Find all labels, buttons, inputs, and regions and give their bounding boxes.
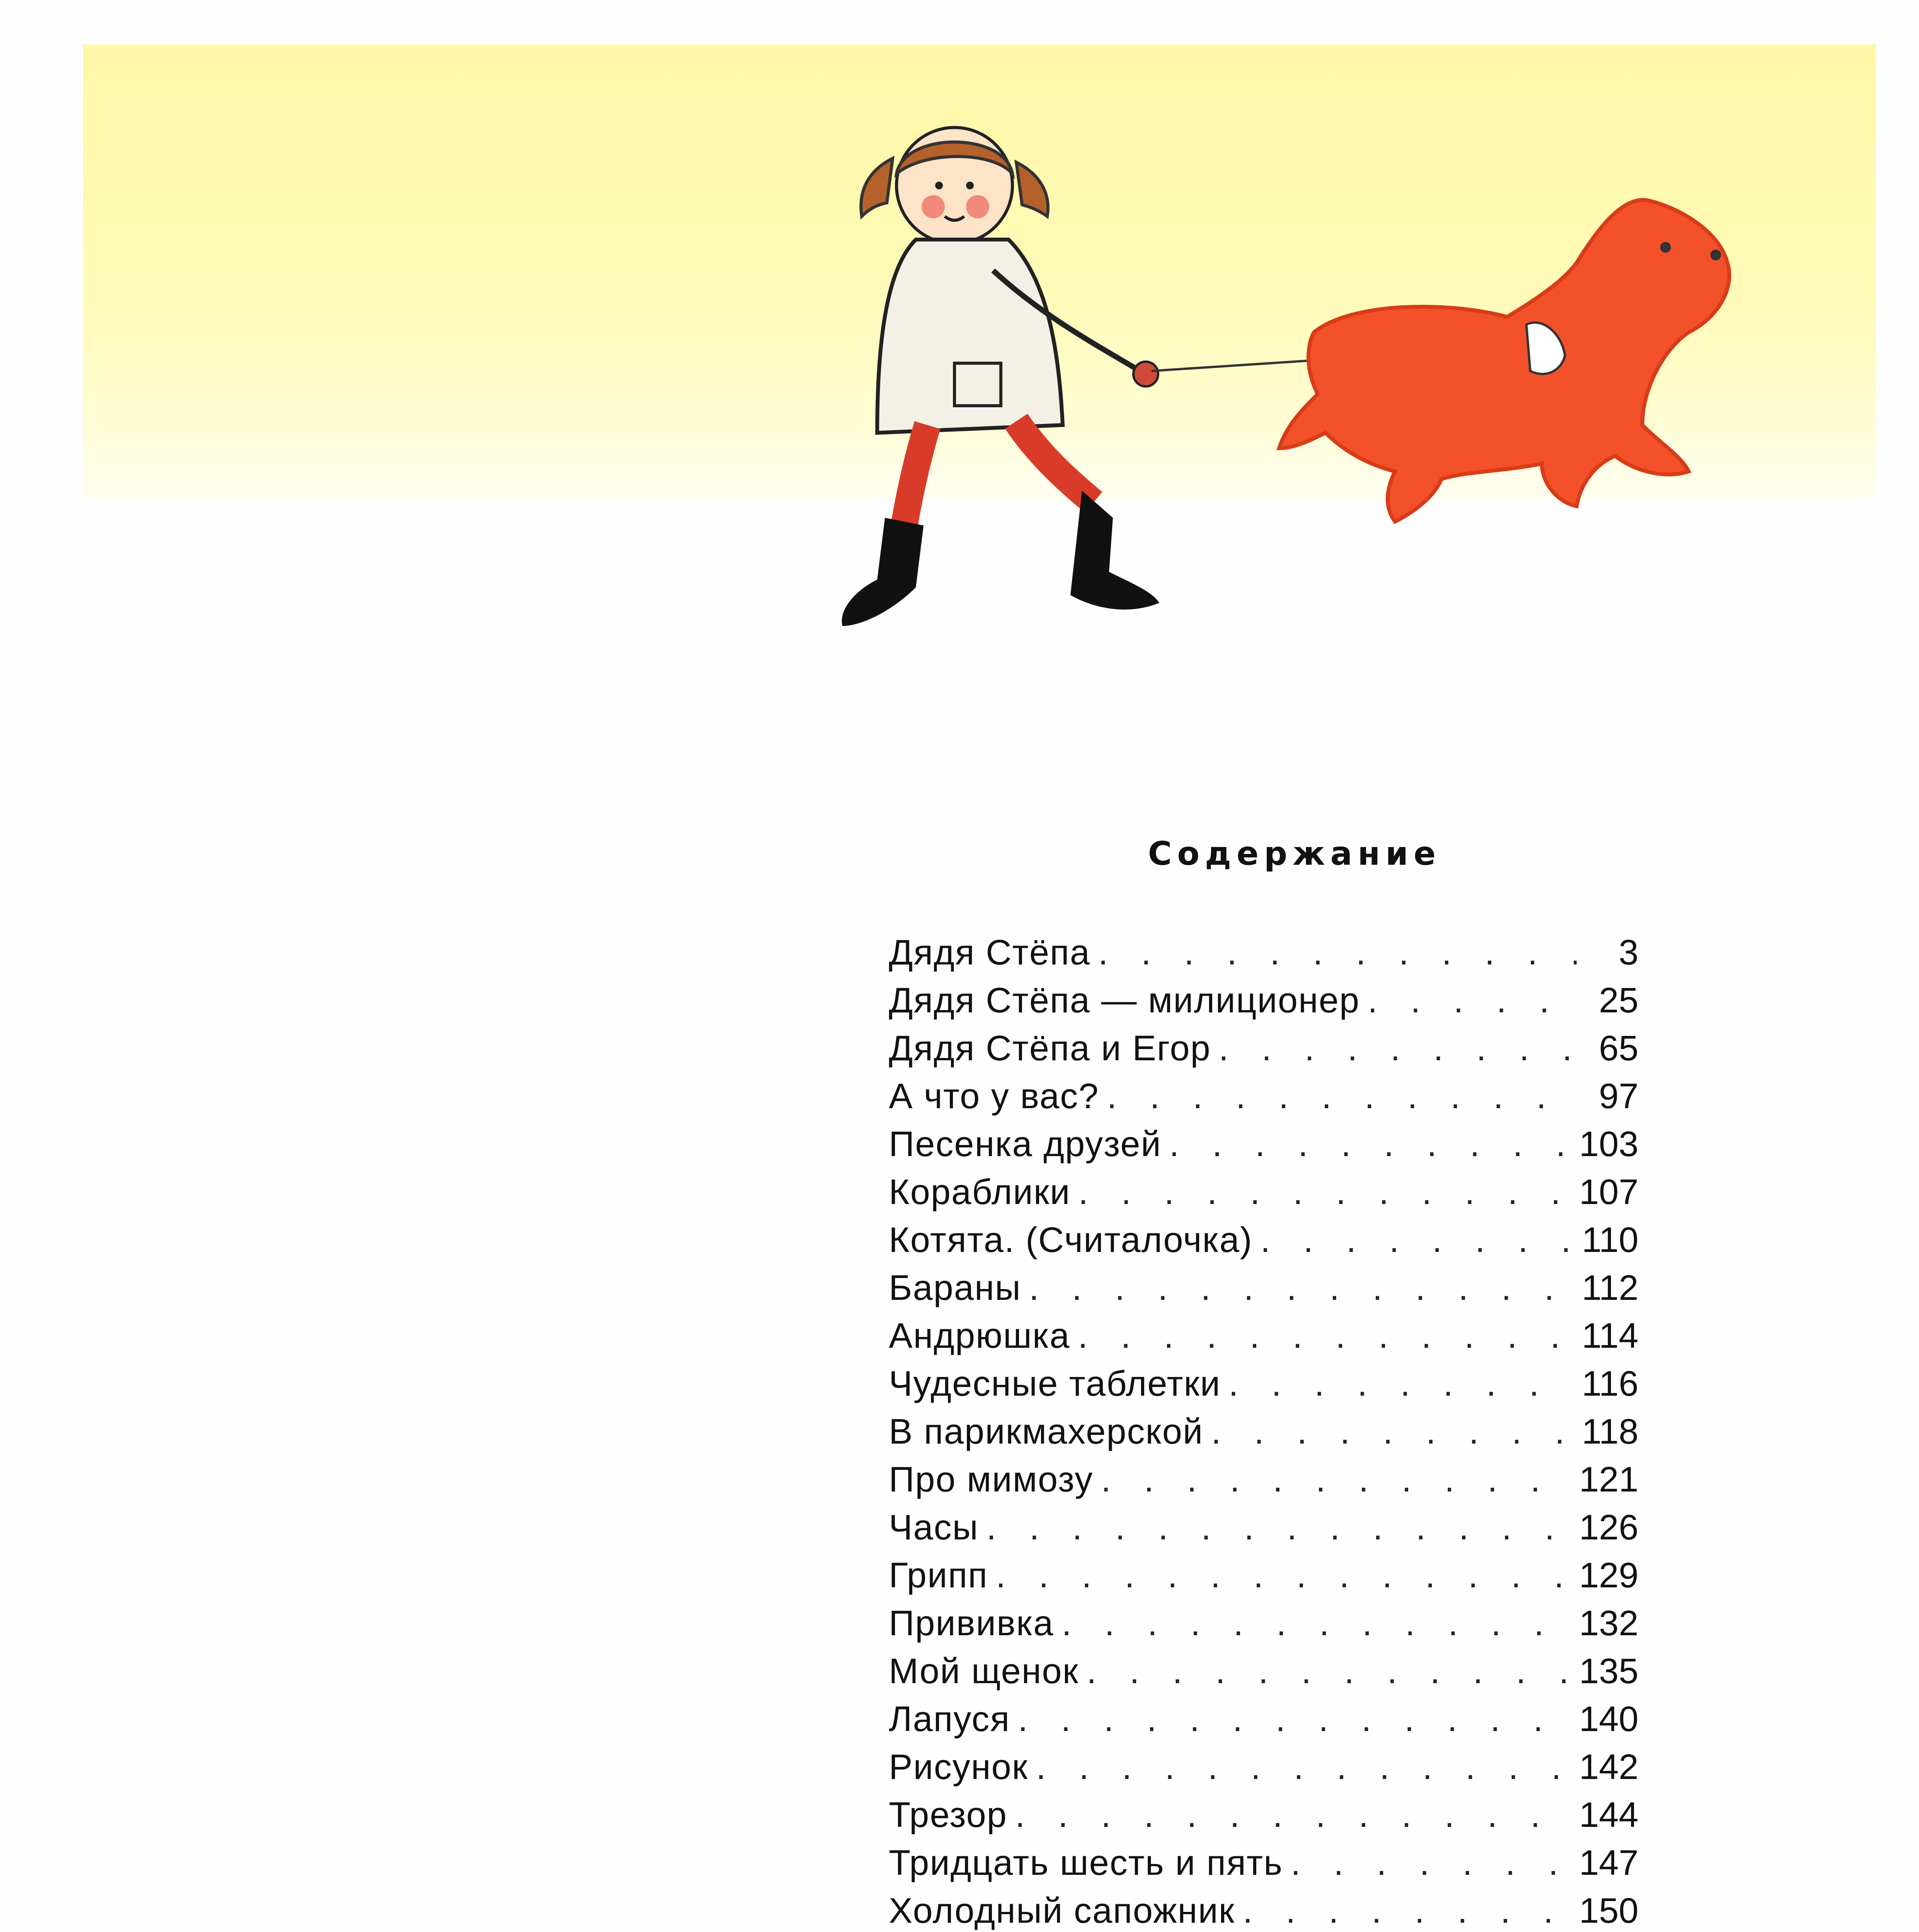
toc-dot-leader	[987, 1507, 1572, 1548]
toc-entry-title: Лапуся	[889, 1699, 1011, 1739]
toc-entry-page: 118	[1582, 1412, 1638, 1451]
toc-entry-page: 25	[1599, 981, 1638, 1020]
toc-entry-page: 135	[1579, 1651, 1638, 1691]
toc-entry-title: Дядя Стёпа	[889, 933, 1090, 972]
toc-entry-page: 112	[1582, 1268, 1638, 1308]
toc-dot-leader	[1029, 1268, 1574, 1308]
toc-entry-title: Андрюшка	[889, 1316, 1070, 1355]
toc-entry-title: Дядя Стёпа и Егор	[889, 1029, 1211, 1068]
toc-entry-title: Часы	[889, 1508, 979, 1547]
toc-entry-page: 140	[1579, 1699, 1638, 1739]
toc-entry-page: 142	[1579, 1747, 1638, 1787]
toc-dot-leader	[1018, 1699, 1571, 1740]
toc-entry-title: Про мимозу	[889, 1460, 1094, 1499]
toc-list	[889, 932, 1638, 1932]
toc-entry	[889, 1028, 1638, 1076]
toc-dot-leader	[1078, 1316, 1574, 1356]
toc-title: Содержание	[1148, 835, 1441, 872]
toc-entry	[889, 1364, 1638, 1412]
toc-entry-page: 150	[1579, 1891, 1638, 1930]
toc-entry	[889, 1459, 1638, 1507]
toc-dot-leader	[1101, 1459, 1571, 1500]
toc-entry-title: Холодный сапожник	[889, 1891, 1235, 1930]
toc-entry	[889, 980, 1638, 1028]
toc-entry	[889, 1891, 1638, 1932]
toc-entry-page: 103	[1579, 1124, 1638, 1164]
toc-dot-leader	[1087, 1651, 1572, 1692]
toc-entry	[889, 1795, 1638, 1843]
toc-dot-leader	[1078, 1172, 1571, 1213]
toc-entry	[889, 1603, 1638, 1651]
toc-entry	[889, 1651, 1638, 1699]
toc-dot-leader	[1261, 1220, 1574, 1260]
toc-dot-leader	[1228, 1364, 1574, 1404]
toc-dot-leader	[1036, 1747, 1572, 1787]
toc-dot-leader	[1107, 1076, 1577, 1117]
toc-dot-leader	[1211, 1412, 1574, 1452]
toc-entry-page: 121	[1579, 1460, 1638, 1499]
toc-entry-title: Кораблики	[889, 1172, 1071, 1212]
toc-entry	[889, 1555, 1638, 1603]
toc-entry	[889, 1124, 1638, 1172]
toc-entry	[889, 1172, 1638, 1220]
toc-entry-page: 65	[1599, 1029, 1638, 1068]
table-of-contents	[889, 835, 1638, 1932]
toc-dot-leader	[1368, 980, 1577, 1021]
toc-entry-title: Бараны	[889, 1268, 1021, 1308]
toc-entry-page: 3	[1618, 933, 1638, 972]
girl-figure	[842, 128, 1159, 626]
toc-dot-leader	[1243, 1891, 1571, 1931]
toc-dot-leader	[996, 1555, 1572, 1596]
toc-entry	[889, 1268, 1638, 1316]
toc-dot-leader	[1015, 1795, 1572, 1835]
toc-dot-leader	[1291, 1843, 1572, 1883]
toc-entry-title: Мой щенок	[889, 1651, 1079, 1691]
toc-entry-title: Грипп	[889, 1556, 988, 1595]
toc-entry-title: В парикмахерской	[889, 1412, 1204, 1451]
toc-entry-title: Прививка	[889, 1604, 1054, 1643]
toc-entry-page: 114	[1582, 1316, 1638, 1355]
toc-entry-title: Тридцать шесть и пять	[889, 1843, 1283, 1883]
girl-walking-dog-illustration	[676, 116, 1758, 657]
toc-entry-title: Чудесные таблетки	[889, 1364, 1221, 1403]
toc-entry	[889, 1843, 1638, 1891]
toc-dot-leader	[1219, 1028, 1577, 1069]
toc-entry-page: 126	[1579, 1508, 1638, 1547]
toc-entry	[889, 932, 1638, 980]
toc-entry-page: 144	[1579, 1795, 1638, 1835]
toc-entry-title: Трезор	[889, 1795, 1007, 1835]
toc-entry	[889, 1316, 1638, 1364]
toc-dot-leader	[1062, 1603, 1571, 1644]
toc-entry	[889, 1507, 1638, 1555]
toc-entry-page: 97	[1599, 1077, 1638, 1116]
toc-entry	[889, 1076, 1638, 1124]
toc-entry-title: Песенка друзей	[889, 1124, 1162, 1164]
toc-entry	[889, 1412, 1638, 1459]
toc-entry	[889, 1220, 1638, 1268]
toc-entry-page: 110	[1582, 1220, 1638, 1260]
toc-entry-title: Рисунок	[889, 1747, 1028, 1787]
red-dog-figure	[1279, 200, 1729, 522]
toc-entry-page: 116	[1582, 1364, 1638, 1403]
toc-entry	[889, 1747, 1638, 1795]
toc-entry-title: Дядя Стёпа — милиционер	[889, 981, 1360, 1020]
toc-entry-title: Котята. (Считалочка)	[889, 1220, 1253, 1260]
toc-dot-leader	[1169, 1124, 1572, 1165]
toc-entry-page: 132	[1579, 1604, 1638, 1643]
toc-entry-title: А что у вас?	[889, 1077, 1099, 1116]
toc-dot-leader	[1098, 932, 1577, 973]
toc-entry-page: 147	[1579, 1843, 1638, 1883]
toc-entry-page: 129	[1579, 1556, 1638, 1595]
toc-entry-page: 107	[1579, 1172, 1638, 1212]
toc-entry	[889, 1699, 1638, 1747]
